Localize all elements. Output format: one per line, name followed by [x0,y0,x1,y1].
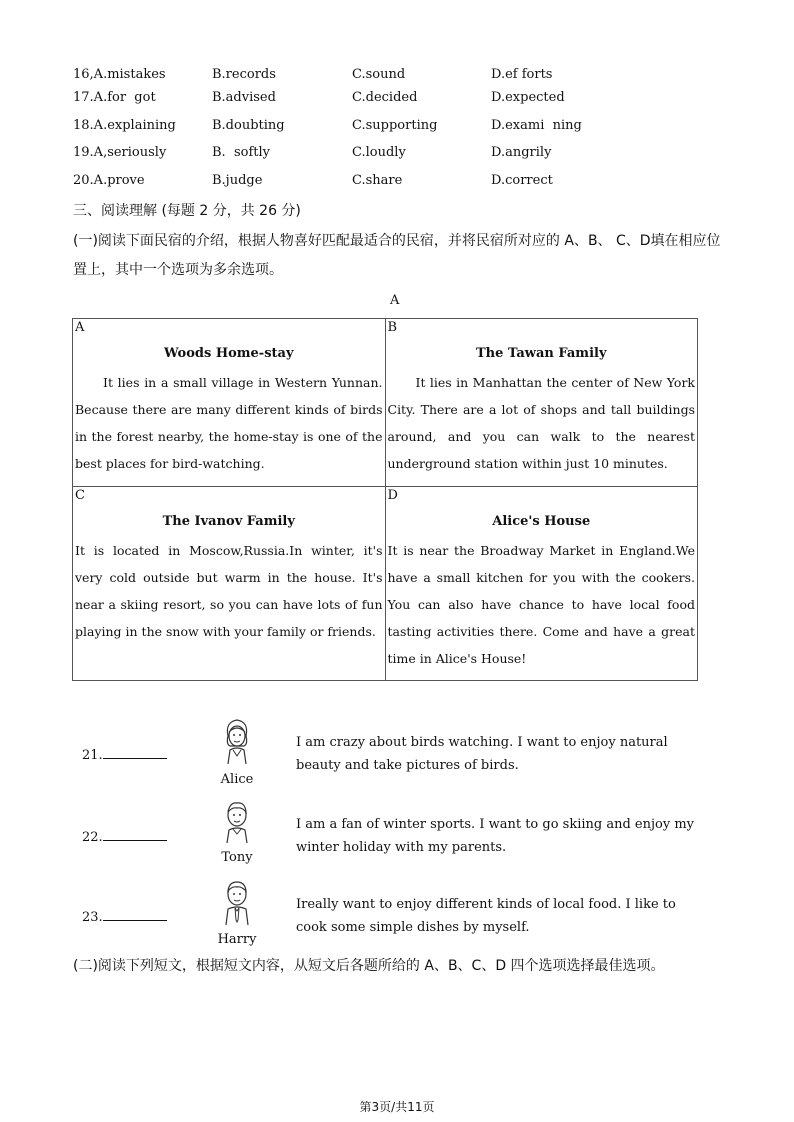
answer-blank[interactable] [103,748,167,759]
answer-blank[interactable] [103,830,167,841]
option-16-d: D.ef forts [491,67,553,82]
table-caption: A [390,293,400,308]
girl-avatar-icon [220,716,254,766]
option-19-c: C.loudly [352,145,406,160]
answer-blank[interactable] [103,910,167,921]
option-18-c: C.supporting [352,118,438,133]
home-letter: B [387,320,398,335]
option-16-a: 16,A.mistakes [73,67,166,82]
part2-instructions: (二)阅读下列短文，根据短文内容，从短文后各题所给的 A、B、C、D 四个选项选择最佳选项。 [73,958,665,974]
question-21 [82,748,167,763]
option-20-d: D.correct [491,173,553,188]
person-name: Tony [221,850,253,865]
person-tony [214,798,260,865]
option-17-a: 17.A.for got [73,90,156,105]
option-20-c: C.share [352,173,403,188]
home-cell-c [73,487,386,681]
home-description: It lies in a small village in Western Yunnan. Because there are many different kinds of birds in the forest nearby, the home-stay is one of the best places for bird-watching. [75,375,383,471]
option-17-d: D.expected [491,90,565,105]
page-footer: 第3页/共11页 [359,1100,435,1114]
option-19-a: 19.A,seriously [73,145,167,160]
home-description: It lies in Manhattan the center of New York City. There are a lot of shops and tall buildings around, and you can walk to the nearest underground station within just 10 minutes. [387,375,695,471]
option-16-b: B.records [212,67,276,82]
person-quote: I am crazy about birds watching. I want to enjoy natural beauty and take pictures of birds. [296,735,668,773]
question-23 [82,910,167,925]
person-quote: Ireally want to enjoy different kinds of local food. I like to cook some simple dishes by myself. [296,897,676,935]
home-letter: A [75,320,85,335]
option-17-b: B.advised [212,90,276,105]
home-title: Woods Home-stay [164,346,294,361]
option-17-c: C.decided [352,90,418,105]
person-name: Alice [220,772,254,787]
question-number: 21. [82,748,103,763]
home-letter: D [387,488,398,503]
homestay-table [72,318,698,681]
question-number: 23. [82,910,103,925]
option-19-d: D.angrily [491,145,552,160]
option-18-d: D.exami ning [491,118,582,133]
home-title: Alice's House [492,514,591,529]
home-description: It is near the Broadway Market in England.We have a small kitchen for you with the cookers. You can also have chance to have local food tasting activities there. Come and have a great time in Alice's House! [387,543,695,666]
option-20-b: B.judge [212,173,263,188]
home-title: The Tawan Family [476,346,607,361]
option-16-c: C.sound [352,67,406,82]
home-letter: C [75,488,85,503]
boy-avatar-icon [220,798,254,844]
person-quote: I am a fan of winter sports. I want to go skiing and enjoy my winter holiday with my parents. [296,817,694,855]
boy-tie-avatar-icon [220,878,254,926]
option-18-b: B.doubting [212,118,285,133]
person-name: Harry [217,932,257,947]
option-20-a: 20.A.prove [73,173,145,188]
question-22 [82,830,167,845]
person-alice [214,716,260,787]
home-cell-d [385,487,698,681]
question-number: 22. [82,830,103,845]
option-18-a: 18.A.explaining [73,118,176,133]
section-title: 三、阅读理解 (每题 2 分，共 26 分) [73,203,301,219]
person-harry [214,878,260,947]
home-title: The Ivanov Family [162,514,295,529]
part1-instructions: (一)阅读下面民宿的介绍，根据人物喜好匹配最适合的民宿，并将民宿所对应的 A、B、 C、D填在相应位置上，其中一个选项为多余选项。 [73,233,721,278]
home-cell-a [73,319,386,487]
option-19-b: B. softly [212,145,270,160]
home-cell-b [385,319,698,487]
home-description: It is located in Moscow,Russia.In winter, it's very cold outside but warm in the house. It's near a skiing resort, so you can have lots of fun playing in the snow with your family or friends. [75,543,383,639]
